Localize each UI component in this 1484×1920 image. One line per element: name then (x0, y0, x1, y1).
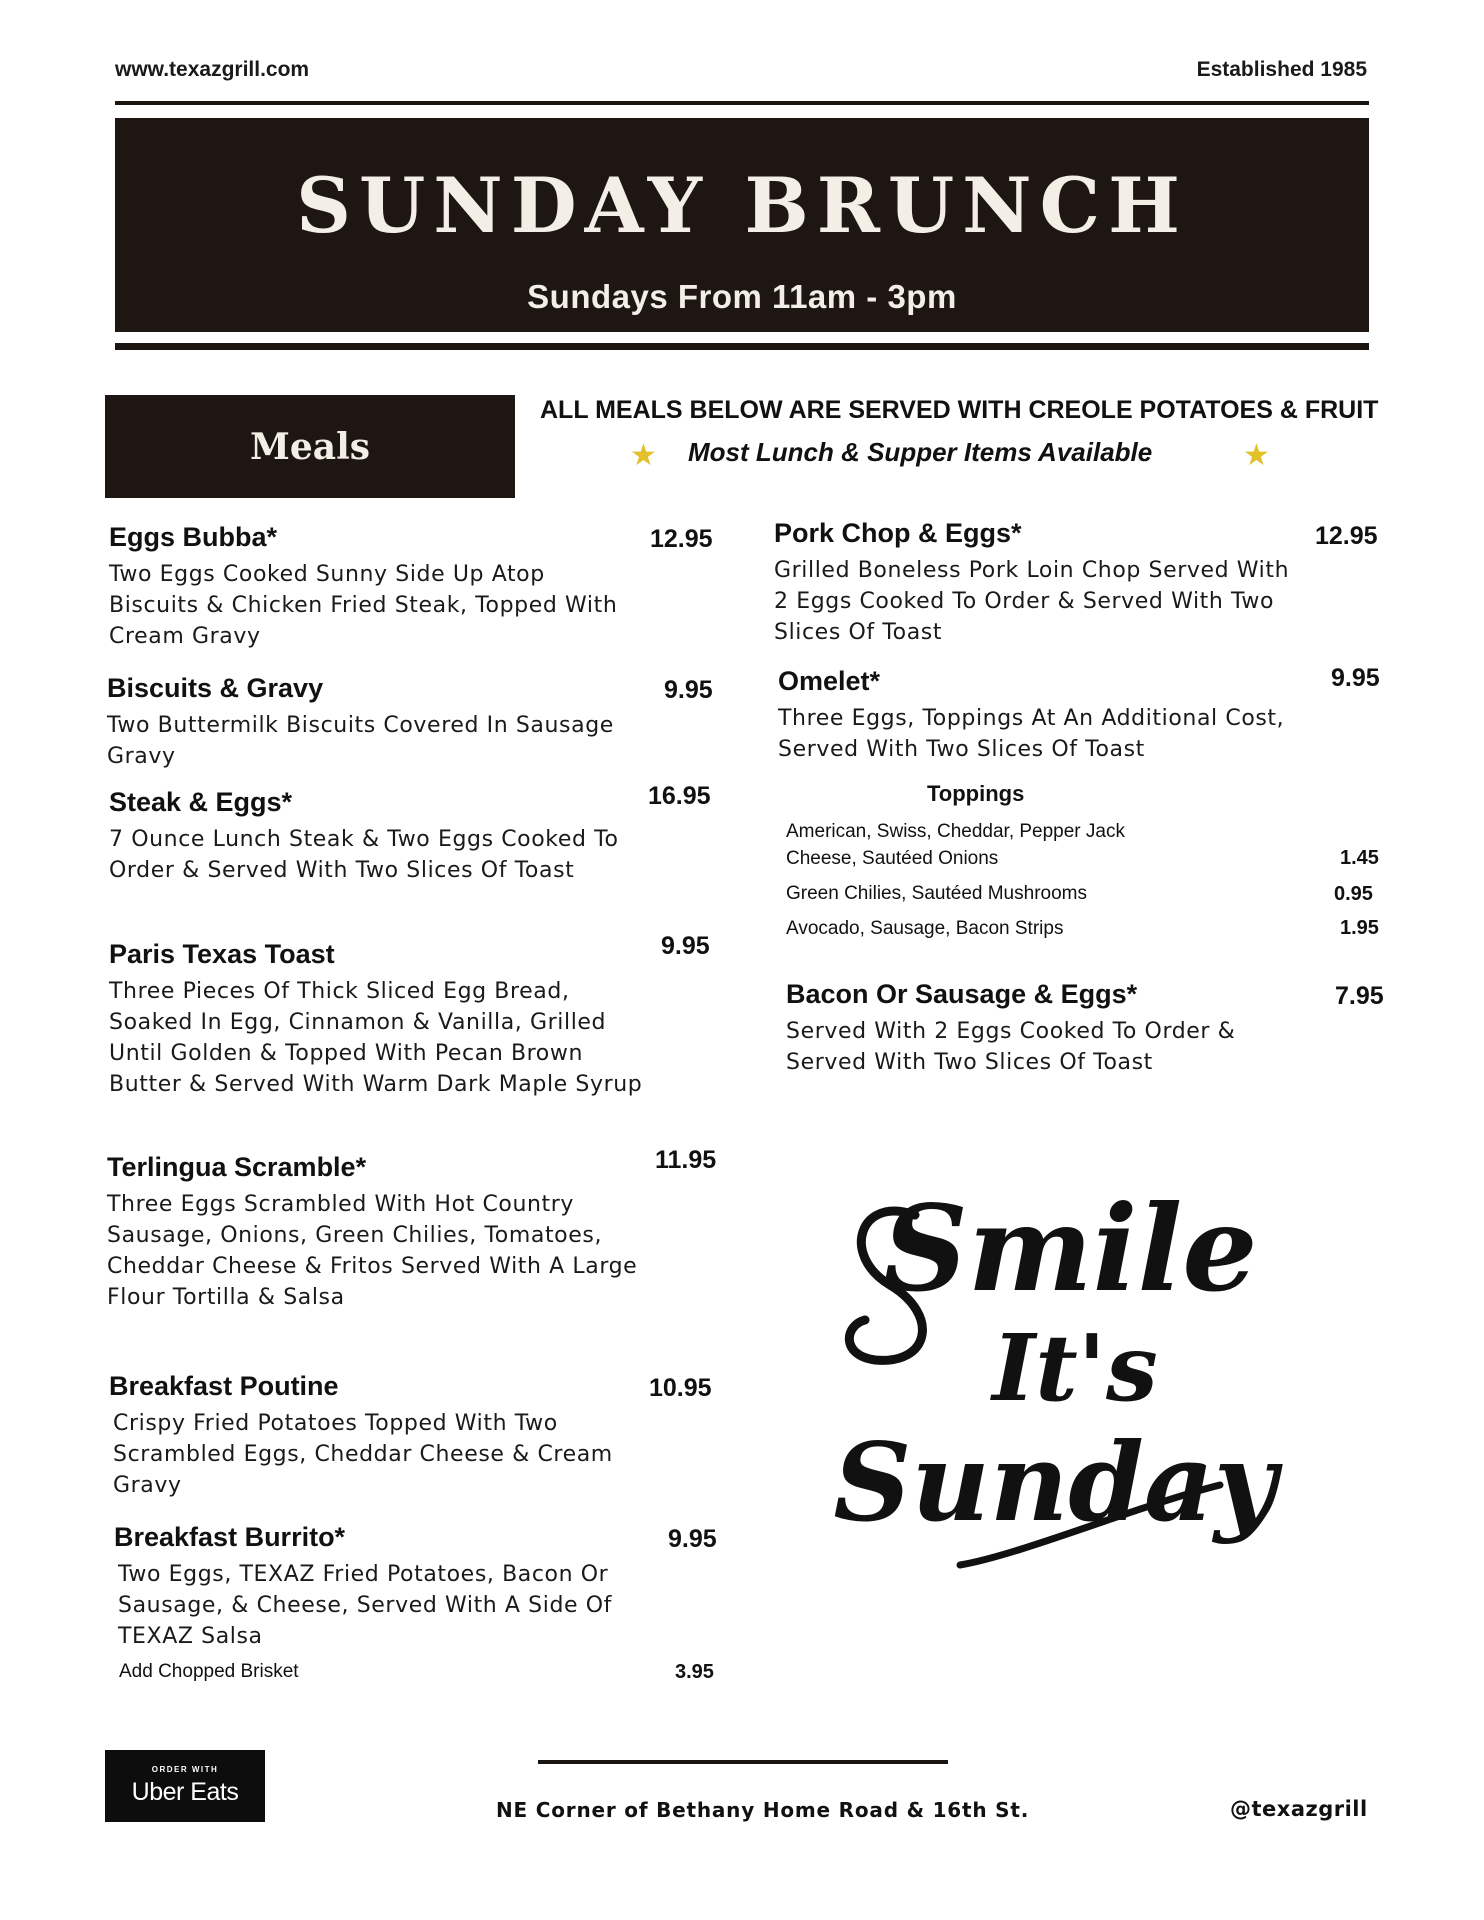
item-price: 12.95 (650, 525, 713, 553)
item-name: Eggs Bubba* (109, 522, 278, 552)
addon-price: 3.95 (675, 1661, 714, 1683)
meals-section-label: Meals (105, 395, 515, 498)
item-description: Three Pieces Of Thick Sliced Egg Bread, Soaked In Egg, Cinnamon & Vanilla, Grilled Until Golden & Topped With Pecan Brown Butter & Served With Warm Dark Maple Syrup (109, 979, 643, 1097)
menu-item-pork-chop-eggs (774, 518, 1294, 648)
item-name: Breakfast Burrito* (114, 1522, 346, 1552)
item-description: Two Eggs Cooked Sunny Side Up Atop Biscuits & Chicken Fried Steak, Topped With Cream Gravy (109, 562, 618, 649)
topping-price: 1.95 (1340, 917, 1379, 939)
art-line-sunday: Sunday (833, 1420, 1277, 1546)
item-price: 9.95 (1331, 664, 1380, 692)
item-name: Paris Texas Toast (109, 939, 335, 969)
menu-item-breakfast-poutine (109, 1371, 629, 1501)
footer-address: NE Corner of Bethany Home Road & 16th St. (496, 1798, 1030, 1822)
addon-label: Add Chopped Brisket (119, 1661, 299, 1682)
served-with-note: ALL MEALS BELOW ARE SERVED WITH CREOLE POTATOES & FRUIT (540, 396, 1379, 424)
footer-rule (538, 1760, 948, 1764)
item-description: Two Buttermilk Biscuits Covered In Sausage Gravy (107, 713, 614, 769)
item-name: Terlingua Scramble* (107, 1152, 367, 1182)
item-description: 7 Ounce Lunch Steak & Two Eggs Cooked To Order & Served With Two Slices Of Toast (109, 827, 619, 883)
item-description: Crispy Fried Potatoes Topped With Two Scrambled Eggs, Cheddar Cheese & Cream Gravy (113, 1411, 613, 1498)
item-price: 9.95 (668, 1525, 717, 1553)
item-price: 9.95 (664, 676, 713, 704)
art-line-smile: Smile (882, 1179, 1258, 1318)
website-link[interactable]: www.texazgrill.com (115, 58, 310, 81)
topping-line: American, Swiss, Cheddar, Pepper Jack (786, 821, 1125, 842)
toppings-heading: Toppings (927, 781, 1025, 806)
topping-line: Avocado, Sausage, Bacon Strips (786, 918, 1064, 939)
uber-eats-badge[interactable] (105, 1750, 265, 1822)
item-price: 7.95 (1335, 982, 1384, 1010)
star-icon: ★ (630, 439, 657, 472)
badge-logo-text: Uber Eats (131, 1778, 239, 1806)
item-description: Served With 2 Eggs Cooked To Order & Served With Two Slices Of Toast (786, 1019, 1236, 1075)
menu-item-breakfast-burrito (114, 1522, 634, 1652)
art-line-its: It's (992, 1314, 1158, 1422)
topping-price: 0.95 (1334, 883, 1373, 905)
menu-item-omelet (778, 666, 1298, 765)
item-price: 16.95 (648, 782, 711, 810)
item-name: Breakfast Poutine (109, 1371, 339, 1401)
item-description: Three Eggs Scrambled With Hot Country Sausage, Onions, Green Chilies, Tomatoes, Cheddar Cheese & Fritos Served With A Large Flour Tortilla & Salsa (107, 1192, 638, 1310)
menu-item-terlingua-scramble (107, 1152, 647, 1313)
item-description: Three Eggs, Toppings At An Additional Cost, Served With Two Slices Of Toast (778, 706, 1285, 762)
established-label: Established 1985 (1196, 58, 1367, 81)
item-price: 10.95 (649, 1374, 712, 1402)
badge-caption: ORDER WITH (151, 1765, 219, 1774)
hours-subtitle: Sundays From 11am - 3pm (527, 278, 957, 315)
item-name: Omelet* (778, 666, 881, 696)
item-name: Steak & Eggs* (109, 787, 293, 817)
menu-item-eggs-bubba (109, 522, 629, 652)
header-rule-bottom (115, 343, 1369, 350)
header-rule-top (115, 101, 1369, 105)
item-name: Biscuits & Gravy (107, 673, 324, 703)
availability-note: Most Lunch & Supper Items Available (688, 437, 1153, 467)
menu-item-steak-eggs (109, 787, 629, 886)
menu-item-bacon-sausage-eggs (786, 979, 1306, 1078)
star-icon: ★ (1243, 439, 1270, 472)
topping-price: 1.45 (1340, 847, 1379, 869)
title-banner (115, 118, 1369, 332)
topping-line: Green Chilies, Sautéed Mushrooms (786, 883, 1087, 904)
item-name: Bacon Or Sausage & Eggs* (786, 979, 1138, 1009)
item-price: 9.95 (661, 932, 710, 960)
menu-item-paris-texas-toast (109, 939, 649, 1100)
social-handle[interactable]: @texazgrill (1230, 1797, 1368, 1821)
page-title: SUNDAY BRUNCH (296, 161, 1188, 250)
item-price: 11.95 (655, 1146, 717, 1174)
item-price: 12.95 (1315, 522, 1378, 550)
smile-its-sunday-art (820, 1175, 1300, 1575)
item-name: Pork Chop & Eggs* (774, 518, 1022, 548)
topping-line: Cheese, Sautéed Onions (786, 848, 999, 869)
item-description: Grilled Boneless Pork Loin Chop Served With 2 Eggs Cooked To Order & Served With Two Slices Of Toast (774, 558, 1290, 645)
menu-item-biscuits-gravy (107, 673, 627, 772)
item-description: Two Eggs, TEXAZ Fried Potatoes, Bacon Or Sausage, & Cheese, Served With A Side Of TEXAZ Salsa (118, 1562, 613, 1649)
